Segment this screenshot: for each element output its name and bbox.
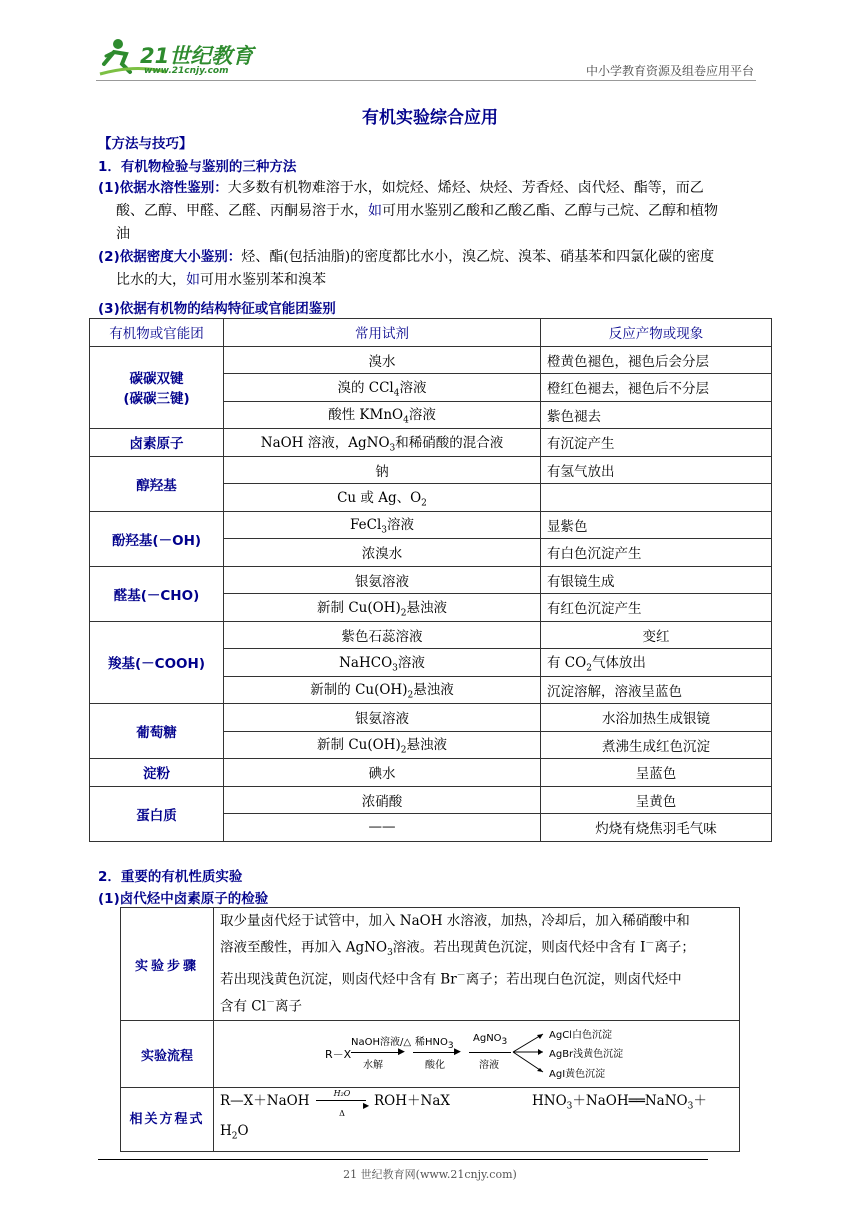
flow-arrow3-line [469,1052,511,1053]
p1-text-b: 酸、乙醇、甲醛、乙醛、丙酮易溶于水， [116,203,368,219]
t: － [645,939,655,949]
header-divider [96,80,756,81]
reagent-cell [224,731,541,759]
reagent-cell [224,511,541,539]
t: 溶液至酸性，再加入 AgNO [220,939,388,956]
t: 3 [566,1101,573,1112]
t: 气体放出 [591,654,646,671]
p2-ru: 如 [186,272,200,288]
flow-start: R－X [325,1048,352,1062]
t: HNO [532,1093,567,1110]
p2-label: (2)依据密度大小鉴别： [98,249,242,265]
t: 新制 Cu(OH) [317,737,401,754]
section-1-heading: 1．有机物检验与鉴别的三种方法 [98,159,297,175]
flow-arrow1-bot: 水解 [363,1060,383,1072]
p3-heading: (3)依据有机物的结构特征或官能团鉴别 [98,301,336,317]
p1-text-d: 油 [116,226,130,242]
t: 含有 Cl [220,998,266,1015]
p2-text-a: 烃、酯(包括油脂)的密度都比水小，溴乙烷、溴苯、硝基苯和四氯化碳的密度 [241,249,715,265]
col-header-reagent: 常用试剂 [224,319,541,347]
result-cell: 呈黄色 [541,786,772,814]
result-cell: 有红色沉淀产生 [541,594,772,622]
t: 悬浊液 [406,599,447,616]
reagent-cell [224,374,541,402]
t: 3 [501,1037,508,1048]
table-row [90,786,772,814]
col-header-group: 有机物或官能团 [90,319,224,347]
reagent-cell: 银氨溶液 [224,566,541,594]
arrow-head-icon: ▶ [363,1101,370,1111]
t: 取少量卤代烃于试管中，加入 NaOH 水溶液，加热，冷却后，加入稀硝酸中和 [220,913,690,929]
result-cell: 呈蓝色 [541,759,772,787]
table-row [90,621,772,649]
t: 和稀硝酸的混合液 [395,434,504,451]
reagent-cell [224,594,541,622]
t: O [237,1123,249,1140]
t: － [456,971,466,982]
label-flow: 实验流程 [121,1021,214,1088]
flow-output-agbr: AgBr浅黄色沉淀 [549,1049,624,1061]
logo-url: www.21cnjy.com [144,66,229,76]
label-equations: 相关方程式 [121,1088,214,1152]
t: 有 CO [547,654,587,671]
table-row [90,511,772,539]
flow-arrow2-line [413,1052,457,1053]
t: 2 [400,608,407,619]
group-carboxyl: 羧基(－COOH) [90,621,224,704]
t: 稀HNO [415,1037,448,1049]
t: 4 [403,416,409,427]
result-cell [541,649,772,677]
eq1-left: R—X＋NaOH [220,1093,310,1110]
section-2-heading: 2．重要的有机性质实验 [98,869,243,885]
table-row [90,704,772,732]
t: 3 [392,663,398,674]
reagent-cell: 碘水 [224,759,541,787]
reagent-cell: 钠 [224,456,541,484]
equations-text [214,1088,740,1152]
flow-arrow2-bot: 酸化 [425,1060,445,1072]
group-glucose: 葡萄糖 [90,704,224,759]
result-cell-empty [541,484,772,512]
result-cell: 橙红色褪去，褪色后不分层 [541,374,772,402]
table-header-row [90,319,772,347]
result-cell: 橙黄色褪色，褪色后会分层 [541,346,772,374]
section-method: 【方法与技巧】 [98,136,193,152]
t: 3 [387,948,393,959]
reagent-cell: 银氨溶液 [224,704,541,732]
group-label: 碳碳双键 [129,371,184,388]
t: 溶液 [387,517,414,534]
t: 溴的 CCl [337,379,394,396]
t: Cu 或 Ag、O [337,489,422,506]
t: 溶液。若出现黄色沉淀，则卤代烃中含有 I [392,939,646,956]
table-row [90,759,772,787]
flow-output-agcl: AgCl白色沉淀 [549,1030,612,1042]
t: 2 [407,691,414,702]
col-header-result: 反应产物或现象 [541,319,772,347]
functional-group-table [89,318,772,842]
t: 4 [393,388,400,399]
group-aldehyde: 醛基(－CHO) [90,566,224,621]
table-row [121,908,740,1021]
t: AgNO [473,1033,502,1045]
eq3 [220,1120,733,1149]
result-cell: 沉淀溶解，溶液呈蓝色 [541,676,772,704]
group-phenol: 酚羟基(－OH) [90,511,224,566]
t: 溶液 [397,654,425,671]
page-title: 有机实验综合应用 [362,108,498,128]
t: 2 [400,746,407,757]
t: 新制 Cu(OH) [317,599,401,616]
p4-heading: (1)卤代烃中卤素原子的检验 [98,891,269,907]
group-alcohol: 醇羟基 [90,456,224,511]
p1-ru: 如 [368,203,382,219]
t: ＋NaOH══NaNO [572,1093,688,1110]
t: NaHCO [339,654,393,671]
branch-arrows-icon [511,1026,551,1080]
t: 离子；若出现白色沉淀，则卤代烃中 [465,971,682,988]
group-starch: 淀粉 [90,759,224,787]
t: 溶液 [399,379,427,396]
p2-text-c: 可用水鉴别苯和溴苯 [200,272,326,288]
halide-test-table [120,907,740,1152]
eq1-condition-top: H₂O [333,1089,351,1099]
flow-diagram [214,1021,740,1088]
reagent-cell [224,484,541,512]
result-cell: 变红 [541,621,772,649]
table-row [90,429,772,457]
t: 3 [389,443,396,454]
platform-name: 中小学教育资源及组卷应用平台 [585,64,754,78]
reagent-cell [224,649,541,677]
reagent-cell: 浓溴水 [224,539,541,567]
result-cell: 有氢气放出 [541,456,772,484]
t: 若出现浅黄色沉淀，则卤代烃中含有 Br [220,971,457,988]
flow-arrow1-line [351,1052,401,1053]
result-cell: 水浴加热生成银镜 [541,704,772,732]
flow-arrow3-top [473,1033,507,1047]
reagent-cell: 紫色石蕊溶液 [224,621,541,649]
eq1-right: ROH＋NaX [374,1093,450,1110]
p1-text-c: 可用水鉴别乙酸和乙酸乙酯、乙醇与己烷、乙醇和植物 [382,203,718,219]
table-row [121,1088,740,1152]
paragraph-density [98,246,766,292]
t: 离子； [654,939,695,956]
label-steps: 实验步骤 [121,908,214,1021]
group-protein: 蛋白质 [90,786,224,841]
t: 3 [381,526,387,537]
t: NaOH 溶液，AgNO [260,434,390,451]
t: FeCl [350,517,382,534]
steps-text [214,908,740,1021]
reagent-cell [224,676,541,704]
result-cell: 灼烧有烧焦羽毛气味 [541,814,772,842]
t: 酸性 KMnO [328,407,404,424]
t: － [265,997,275,1008]
t: 2 [231,1131,238,1142]
p1-text-a: 大多数有机物难溶于水，如烷烃、烯烃、炔烃、芳香烃、卤代烃、酯等，而乙 [227,180,704,196]
t: 2 [421,498,427,509]
group-halogen: 卤素原子 [90,429,224,457]
reagent-cell: —— [224,814,541,842]
t: 3 [447,1041,454,1052]
table-row [90,346,772,374]
result-cell: 紫色褪去 [541,401,772,429]
t: 溶液 [408,407,436,424]
flow-arrow3-bot: 溶液 [479,1060,499,1072]
eq1-arrow-line [316,1100,366,1101]
flow-arrow2-top [415,1033,454,1051]
t: H [220,1123,232,1140]
reagent-cell: 浓硝酸 [224,786,541,814]
arrow-head-icon: ▶ [454,1047,461,1058]
flow-output-agi: AgI黄色沉淀 [549,1069,606,1081]
reagent-cell: 溴水 [224,346,541,374]
t: 3 [687,1101,694,1112]
arrow-head-icon: ▶ [398,1047,405,1058]
group-cc-double [90,346,224,429]
t: ＋ [693,1093,707,1110]
t: 离子 [274,998,302,1015]
t: 新制的 Cu(OH) [310,682,408,699]
paragraph-water-solubility [98,177,766,246]
t: 悬浊液 [413,682,454,699]
table-row [121,1021,740,1088]
result-cell: 有沉淀产生 [541,429,772,457]
result-cell: 显紫色 [541,511,772,539]
group-label-sub: (碳碳三键) [123,391,190,408]
flow-arrow1-top: NaOH溶液/△ [351,1037,412,1049]
eq2 [532,1090,707,1119]
p1-label: (1)依据水溶性鉴别： [98,180,228,196]
footer-divider [98,1159,708,1160]
table-row [90,456,772,484]
reagent-cell [224,429,541,457]
footer-text: 21 世纪教育网(www.21cnjy.com) [343,1168,517,1181]
reagent-cell [224,401,541,429]
table-row [90,566,772,594]
result-cell: 煮沸生成红色沉淀 [541,731,772,759]
t: 悬浊液 [406,737,447,754]
result-cell: 有白色沉淀产生 [541,539,772,567]
result-cell: 有银镜生成 [541,566,772,594]
eq1-condition-bot: Δ [339,1109,345,1119]
p2-text-b: 比水的大， [116,272,186,288]
logo-text: 21世纪教育 [140,44,254,68]
t: 2 [586,663,592,674]
